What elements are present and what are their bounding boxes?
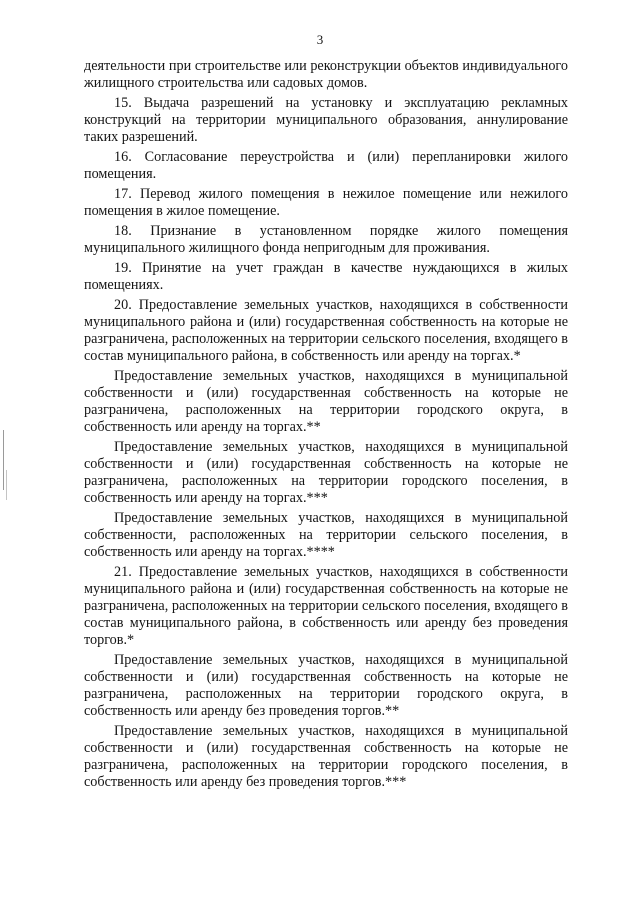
page-number: 3 [316, 32, 324, 47]
paragraph-item-19: 19. Принятие на учет граждан в качестве нуждающихся в жилых помещениях. [84, 260, 568, 293]
paragraph-item-15: 15. Выдача разрешений на установку и эксплуатацию рекламных конструкций на территории муниципального образования, аннулирование таких разрешений. [84, 95, 568, 145]
paragraph-continuation: деятельности при строительстве или реконструкции объектов индивидуального жилищного строительства или садовых домов. [84, 58, 568, 91]
paragraph-item-20-urban-settlement: Предоставление земельных участков, находящихся в муниципальной собственности и (или) государственная собственность на которые не разграничена, расположенных на территории городского поселения, в собственность или аренду на торгах.*** [84, 439, 568, 506]
paragraph-item-18: 18. Признание в установленном порядке жилого помещения муниципального жилищного фонда непригодным для проживания. [84, 223, 568, 256]
paragraph-item-20-rural-settlement: Предоставление земельных участков, находящихся в муниципальной собственности, расположенных на территории сельского поселения, в собственность или аренду на торгах.**** [84, 510, 568, 560]
paragraph-item-21-city-district: Предоставление земельных участков, находящихся в муниципальной собственности и (или) государственная собственность на которые не разграничена, расположенных на территории городского округа, в собственность или аренду без проведения торгов.** [84, 652, 568, 719]
paragraph-item-20: 20. Предоставление земельных участков, находящихся в собственности муниципального района и (или) государственная собственность на которые не разграничена, расположенных на территории сельского поселения, входящего в состав муниципального района, в собственность или аренду на торгах.* [84, 297, 568, 364]
scan-artifact-line [3, 430, 4, 490]
scan-artifact-line [6, 470, 7, 500]
paragraph-item-17: 17. Перевод жилого помещения в нежилое помещение или нежилого помещения в жилое помещение. [84, 186, 568, 219]
paragraph-item-20-city-district: Предоставление земельных участков, находящихся в муниципальной собственности и (или) государственная собственность на которые не разграничена, расположенных на территории городского округа, в собственность или аренду на торгах.** [84, 368, 568, 435]
paragraph-item-21-urban-settlement: Предоставление земельных участков, находящихся в муниципальной собственности и (или) государственная собственность на которые не разграничена, расположенных на территории городского поселения, в собственность или аренду без проведения торгов.*** [84, 723, 568, 790]
document-body [84, 58, 568, 794]
paragraph-item-16: 16. Согласование переустройства и (или) перепланировки жилого помещения. [84, 149, 568, 182]
paragraph-item-21: 21. Предоставление земельных участков, находящихся в собственности муниципального района и (или) государственная собственность на которые не разграничена, расположенных на территории сельского поселения, входящего в состав муниципального района, в собственность или аренду без проведения торгов.* [84, 564, 568, 648]
